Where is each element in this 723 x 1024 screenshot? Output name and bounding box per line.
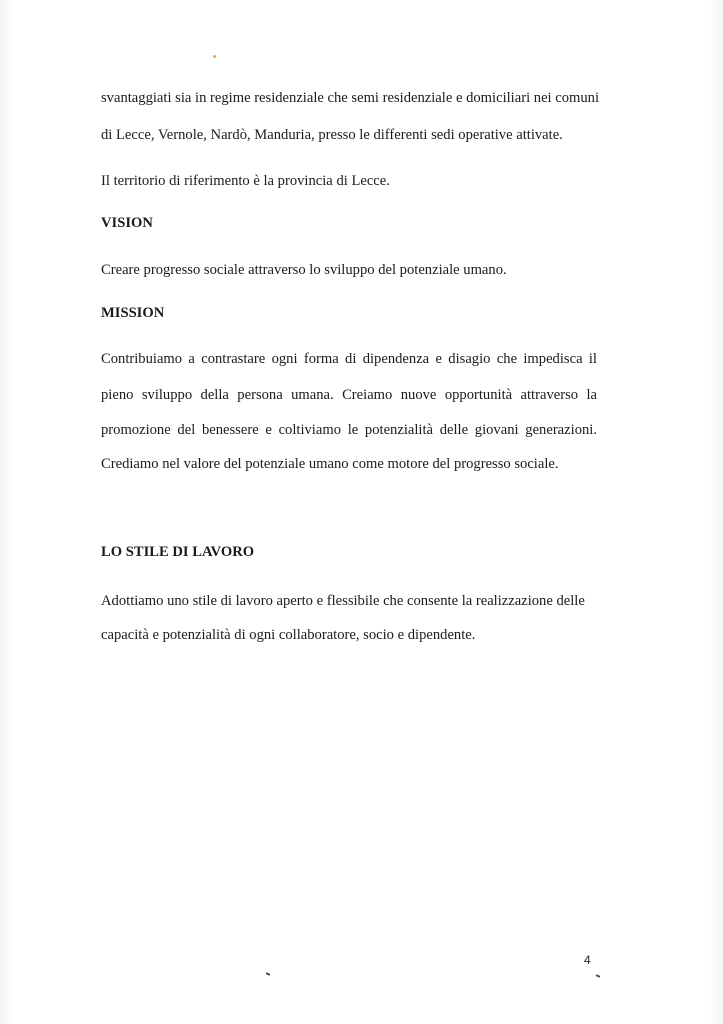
page-number: 4: [584, 953, 591, 967]
scan-speck: [213, 55, 216, 58]
work-style-heading: LO STILE DI LAVORO: [101, 544, 255, 560]
vision-text: Creare progresso sociale attraverso lo sviluppo del potenziale umano.: [101, 262, 507, 278]
mission-heading: MISSION: [101, 305, 165, 321]
scan-mark: [266, 972, 270, 976]
work-style-line-2: capacità e potenzialità di ogni collaboratore, socio e dipendente.: [101, 627, 476, 643]
paragraph-1-line-2: di Lecce, Vernole, Nardò, Manduria, presso le differenti sedi operative attivate.: [101, 127, 563, 143]
scan-mark: [596, 974, 600, 978]
paragraph-1-line-1: svantaggiati sia in regime residenziale che semi residenziale e domiciliari nei comuni: [101, 90, 600, 106]
work-style-line-1: Adottiamo uno stile di lavoro aperto e flessibile che consente la realizzazione delle: [101, 593, 585, 609]
mission-line-2: pieno sviluppo della persona umana. Creiamo nuove opportunità attraverso la: [101, 387, 597, 403]
mission-line-3: promozione del benessere e coltiviamo le potenzialità delle giovani generazioni.: [101, 422, 597, 438]
mission-line-4: Crediamo nel valore del potenziale umano come motore del progresso sociale.: [101, 456, 559, 472]
territory-text: Il territorio di riferimento è la provincia di Lecce.: [101, 173, 390, 189]
mission-line-1: Contribuiamo a contrastare ogni forma di dipendenza e disagio che impedisca il: [101, 351, 597, 367]
vision-heading: VISION: [101, 215, 153, 231]
